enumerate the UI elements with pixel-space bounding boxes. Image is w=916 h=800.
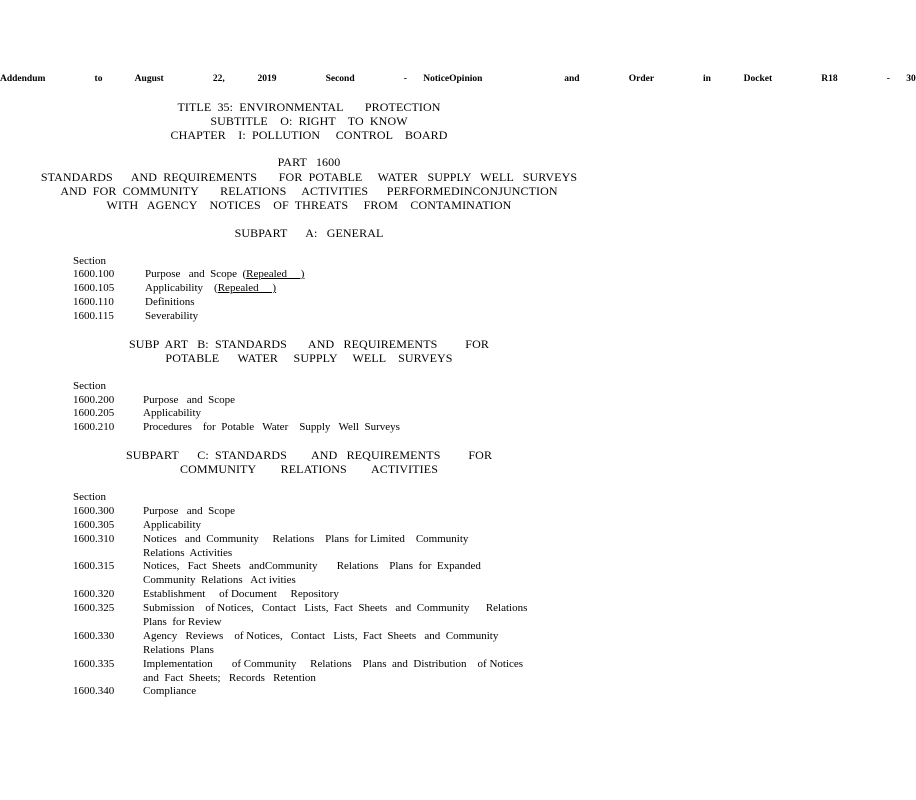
repealed-note: Repealed ) — [217, 282, 277, 294]
section-title: Notices, Fact Sheets andCommunity Relations Plans for Expanded Community Relations Act ivities — [143, 560, 495, 586]
section-number: 1600.305 — [73, 519, 115, 531]
section-number: 1600.205 — [73, 407, 115, 419]
section-title: Submission of Notices, Contact Lists, Fact Sheets and Community Relations Plans for Review — [143, 602, 539, 628]
section-title: Compliance — [143, 685, 197, 697]
section-number: 1600.100 — [73, 268, 115, 280]
section-title: Establishment of Document Repository — [143, 588, 339, 600]
section-number: 1600.320 — [73, 588, 115, 600]
section-title: Severability — [145, 310, 199, 322]
section-label: Section — [73, 255, 106, 267]
part-heading-line-1: STANDARDS AND REQUIREMENTS FOR POTABLE WATER SUPPLY WELL SURVEYS — [40, 170, 578, 184]
section-number: 1600.300 — [73, 505, 115, 517]
section-title — [145, 282, 545, 296]
section-number: 1600.325 — [73, 602, 115, 614]
section-title: Purpose and Scope — [143, 394, 235, 406]
section-number: 1600.310 — [73, 533, 115, 545]
section-label: Section — [73, 380, 106, 392]
part-heading-line-2: AND FOR COMMUNITY RELATIONS ACTIVITIES PERFORMEDINCONJUNCTION — [60, 184, 558, 198]
section-number: 1600.315 — [73, 560, 115, 572]
document-header: Addendum to August 22, 2019 Second - NoticeOpinion and Order in Docket R18 - 30 — [0, 74, 916, 84]
section-title: Notices and Community Relations Plans for Limited Community Relations Activities — [143, 533, 483, 559]
section-number: 1600.330 — [73, 630, 115, 642]
subpart-b-heading-line-2: POTABLE WATER SUPPLY WELL SURVEYS — [165, 351, 453, 365]
section-label: Section — [73, 491, 106, 503]
part-heading-line-3: WITH AGENCY NOTICES OF THREATS FROM CONTAMINATION — [106, 198, 512, 212]
repealed-note: Repealed ) — [246, 268, 305, 280]
section-number: 1600.340 — [73, 685, 115, 697]
section-number: 1600.105 — [73, 282, 115, 294]
subpart-c-heading-line-2: COMMUNITY RELATIONS ACTIVITIES — [180, 462, 438, 476]
subpart-a-heading: SUBPART A: GENERAL — [234, 226, 384, 240]
section-title-text: Applicability ( — [145, 282, 218, 294]
section-number: 1600.210 — [73, 421, 115, 433]
section-title: Applicability — [143, 519, 202, 531]
section-title: Implementation of Community Relations Plans and Distribution of Notices and Fact Sheets; Records Retention — [143, 658, 535, 684]
section-title: Agency Reviews of Notices, Contact Lists, Fact Sheets and Community Relations Plans — [143, 630, 515, 656]
section-title: Definitions — [145, 296, 195, 308]
section-number: 1600.335 — [73, 658, 115, 670]
title-line: TITLE 35: ENVIRONMENTAL PROTECTION — [177, 100, 441, 114]
section-title-text: Purpose and Scope ( — [145, 268, 247, 280]
subpart-c-heading-line-1: SUBPART C: STANDARDS AND REQUIREMENTS FOR — [125, 448, 493, 462]
section-number: 1600.115 — [73, 310, 114, 322]
section-title: Purpose and Scope — [143, 505, 235, 517]
subtitle-line: SUBTITLE O: RIGHT TO KNOW — [210, 114, 408, 128]
chapter-line: CHAPTER I: POLLUTION CONTROL BOARD — [170, 128, 448, 142]
section-number: 1600.110 — [73, 296, 114, 308]
section-title: Procedures for Potable Water Supply Well Surveys — [143, 421, 400, 433]
part-number: PART 1600 — [277, 155, 341, 169]
section-title — [145, 268, 545, 282]
subpart-b-heading-line-1: SUBP ART B: STANDARDS AND REQUIREMENTS FOR — [129, 337, 489, 351]
section-title: Applicability — [143, 407, 202, 419]
section-number: 1600.200 — [73, 394, 115, 406]
